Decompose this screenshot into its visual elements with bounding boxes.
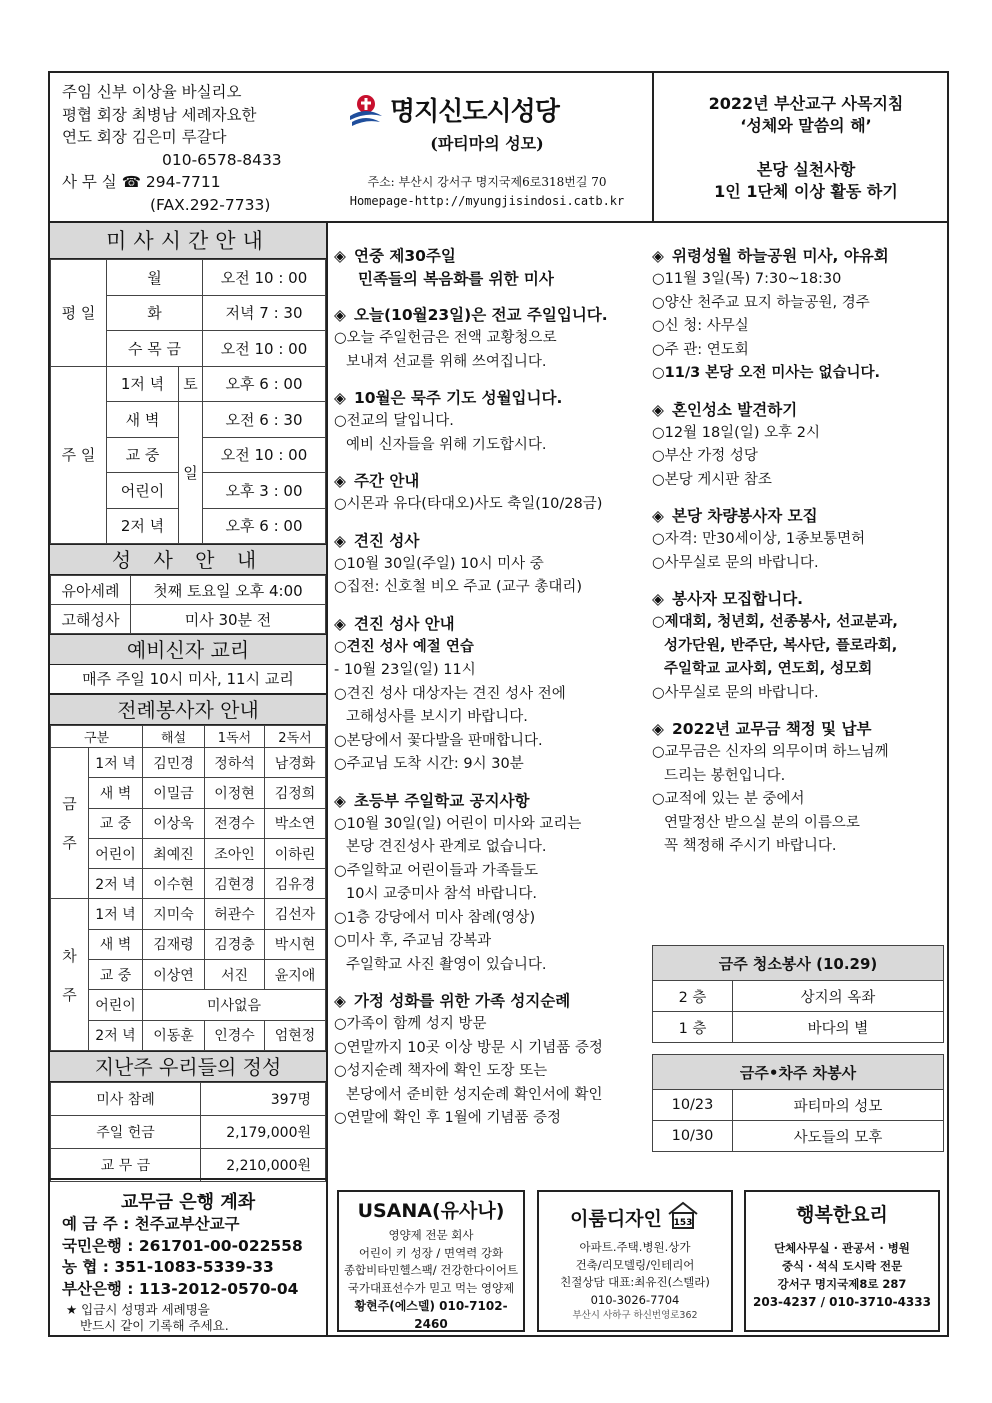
bank-account: 부산은행 : 113-2012-0570-04 [62,1279,299,1298]
mass-time: 오후 3 : 00 [203,473,326,509]
offering-name: 교 무 금 [51,1148,201,1181]
service-person: 이동훈 [143,1020,205,1050]
service-mass: 교 중 [89,808,143,838]
service-header: 해설 [143,726,205,748]
service-person: 김재령 [143,929,205,959]
pastor-line: 주임 신부 이상율 바실리오 [62,83,242,101]
service-person: 남경화 [265,748,326,778]
liturgy-service-title: 전례봉사자 안내 [50,694,326,725]
next-week-label: 차 주 [51,899,89,1050]
notice-title-text: 가정 성화를 위한 가족 성지순례 [354,992,571,1010]
mass-schedule-table [50,259,326,544]
guideline-line-2: ‘성체와 말씀의 해’ [740,116,872,135]
service-person: 김유경 [265,869,326,899]
notice-article [334,613,644,777]
left-column [50,223,326,1173]
church-address: 주소: 부산시 강서구 명지국제6로318번길 70 [367,175,607,189]
notice-title-text: 봉사자 모집합니다. [672,590,804,608]
service-mass: 새 벽 [89,929,143,959]
catechumen-title: 예비신자 교리 [50,634,326,665]
notice-line: ○견진 성사 대상자는 견진 성사 전에 [334,685,566,702]
notice-article [652,588,948,705]
car-title: 금주•차주 차봉사 [653,1055,944,1090]
office-phone: 사 무 실 ☎ 294-7711 [62,173,221,191]
service-header: 2독서 [265,726,326,748]
mass-day: 월 [107,260,203,296]
mass-day: 1저 녁 [107,366,179,402]
notice-line: ○11월 3일(목) 7:30~18:30 [652,271,842,287]
notice-title [334,245,644,268]
mass-day-sub: 토 [179,366,203,402]
mass-day: 수 목 금 [107,331,203,367]
service-person: 김경충 [205,929,265,959]
ad-line: 010-3026-7704 [590,1292,680,1307]
notice-line: 10시 교중미사 참석 바랍니다. [346,886,537,902]
notice-title [334,268,644,291]
diamond-bullet-icon: ◈ [334,389,346,407]
service-person: 전경수 [205,808,265,838]
notice-line: ○10월 30일(주일) 10시 미사 중 [334,555,544,572]
notice-title-text: 견진 성사 안내 [354,614,455,633]
diamond-bullet-icon: ◈ [334,472,346,490]
notice-line: ○12월 18일(일) 오후 2시 [652,424,820,441]
notice-line: ○1층 강당에서 미사 참례(영상) [334,909,536,926]
bank-note: 반드시 같이 기록해 주세요. [80,1318,229,1333]
notice-line: ○본당 게시판 참조 [652,471,772,488]
sacrament-name: 고해성사 [51,605,131,634]
ad-line: 건축/리모델링/인테리어 [575,1257,695,1272]
notice-article [334,470,644,517]
notice-title-text: 초등부 주일학교 공지사항 [354,791,530,810]
ad-line: 어린이 키 성장 / 면역력 강화 [358,1245,504,1260]
service-person: 서진 [205,960,265,990]
yd-president-line: 연도 회장 김은미 루갈다 [62,128,227,146]
ad-food [744,1190,940,1332]
notice-title [652,245,948,268]
service-mass: 새 벽 [89,778,143,808]
notice-title-text: 위령성월 하늘공원 미사, 야유회 [672,247,889,265]
notice-line: ○연말까지 10곳 이상 방문 시 기념품 증정 [334,1039,603,1056]
notice-article [334,790,644,978]
ad-address: 부산시 사하구 하신번영로362 [572,1310,698,1321]
notice-line: ○10월 30일(일) 어린이 미사와 교리는 [334,815,582,832]
notice-line: ○집전: 신호철 비오 주교 (교구 총대리) [334,579,582,595]
notice-line: 본당 견진성사 관계로 없습니다. [346,839,547,855]
mass-day-sub: 일 [179,402,203,544]
this-week-label: 금 주 [51,748,89,899]
service-person: 조아인 [205,838,265,868]
notice-line: ○가족이 함께 성지 방문 [334,1016,487,1032]
notice-line: 꼭 책정해 주시기 바랍니다. [664,838,837,854]
service-mass: 1저 녁 [89,748,143,778]
service-person: 김선자 [265,899,326,929]
service-person: 허관수 [205,899,265,929]
notice-title-text: 견진 성사 [354,531,420,550]
notice-line: 고해성사를 보시기 바랍니다. [346,709,528,725]
ad-line: 단체사무실 · 관공서 · 병원 [774,1241,910,1255]
guideline-line-1: 2022년 부산교구 사목지침 [708,94,904,113]
ad-design [537,1190,733,1332]
notice-article [652,245,948,386]
notice-title [334,470,644,493]
ad-usana-title: USANA(유사나) [357,1200,505,1222]
notice-line: ○부산 가정 성당 [652,448,758,464]
ad-line: 강서구 명지국제8로 287 [777,1277,907,1291]
service-person: 이상연 [143,960,205,990]
cleaning-table [652,945,944,1043]
mass-day: 교 중 [107,437,179,473]
notice-title [334,613,644,636]
notice-line: ○신 청: 사무실 [652,318,749,334]
notice-line: ○자격: 만30세이상, 1종보통면허 [652,531,866,547]
right-column [652,245,948,872]
mass-day: 화 [107,295,203,331]
notice-line: 연말정산 받으실 분의 이름으로 [664,814,860,831]
offering-value: 2,179,000원 [201,1115,326,1148]
bank-account: 농 협 : 351-1083-5339-33 [62,1258,274,1276]
car-date: 10/30 [653,1121,733,1152]
notice-line: ○주일학교 어린이들과 가족들도 [334,862,538,879]
mass-schedule-title: 미사시간안내 [50,223,326,259]
diamond-bullet-icon: ◈ [652,720,664,738]
notice-line: ○시몬과 유다(타대오)사도 축일(10/28금) [334,496,603,512]
notice-line: 드리는 봉헌입니다. [664,767,786,784]
notice-line: 예비 신자들을 위해 기도합시다. [346,436,547,453]
service-mass: 2저 녁 [89,869,143,899]
car-group: 파티마의 성모 [733,1090,944,1121]
cleaning-group: 상지의 옥좌 [733,981,944,1012]
house-icon [666,1200,700,1235]
service-person: 이상욱 [143,808,205,838]
notice-article [334,245,644,291]
service-mass: 1저 녁 [89,899,143,929]
weekday-label: 평 일 [51,260,107,367]
notice-title-text: 본당 차량봉사자 모집 [672,507,818,525]
diamond-bullet-icon: ◈ [652,400,664,419]
ad-line: 친절상담 대표:최유진(스텔라) [560,1275,710,1289]
notice-article [652,505,948,575]
ad-line: 국가대표선수가 믿고 먹는 영양제 [347,1280,515,1295]
service-person: 이수현 [143,869,205,899]
ad-line: 종합비타민헬스팩/ 건강한다이어트 [343,1263,519,1277]
notice-line: ○양산 천주교 묘지 하늘공원, 경주 [652,294,870,311]
bulletin-header [50,73,947,223]
diamond-bullet-icon: ◈ [334,992,346,1010]
mass-day: 새 벽 [107,402,179,438]
service-person: 엄현정 [265,1020,326,1050]
service-mass: 어린이 [89,990,143,1020]
notice-title [334,304,644,327]
notice-article [334,530,644,600]
service-person: 김현경 [205,869,265,899]
notice-line: ○11/3 본당 오전 미사는 없습니다. [652,365,880,381]
bulletin-page [48,71,949,1337]
mass-time: 오전 6 : 30 [203,402,326,438]
bank-account-box [50,1178,326,1339]
notice-title [652,399,948,422]
offering-value: 397명 [201,1082,326,1115]
service-person: 이밀금 [143,778,205,808]
notice-title-text: 오늘(10월23일)은 전교 주일입니다. [354,306,608,324]
notice-line: ○교적에 있는 분 중에서 [652,791,805,807]
bank-note: ★ 입금시 성명과 세례명을 [66,1302,210,1317]
service-person: 박소연 [265,808,326,838]
service-person: 이하린 [265,838,326,868]
car-service-table [652,1054,944,1152]
service-person: 김민경 [143,748,205,778]
notice-title-text: 연중 제30주일 [354,247,456,265]
diamond-bullet-icon: ◈ [334,614,346,633]
mass-time: 오전 10 : 00 [203,331,326,367]
diamond-bullet-icon: ◈ [334,531,346,550]
cleaning-floor: 1 층 [653,1012,733,1043]
diamond-bullet-icon: ◈ [334,247,346,265]
house-badge: 153 [673,1218,693,1228]
mass-time: 오전 10 : 00 [203,260,326,296]
car-group: 사도들의 모후 [733,1121,944,1152]
notice-line: ○제대회, 청년회, 선종봉사, 선교분과, [652,614,898,630]
offering-table [50,1082,326,1182]
notice-line: - 10월 23일(일) 11시 [334,662,476,678]
bank-holder: 예 금 주 : 천주교부산교구 [62,1215,240,1233]
notice-line: ○연말에 확인 후 1월에 기념품 증정 [334,1110,562,1126]
diamond-bullet-icon: ◈ [334,306,346,324]
ad-food-title: 행복한요리 [796,1204,888,1226]
guideline-line-4: 1인 1단체 이상 활동 하기 [714,182,898,201]
diamond-bullet-icon: ◈ [652,590,664,608]
car-date: 10/23 [653,1090,733,1121]
service-person: 인경수 [205,1020,265,1050]
notice-title [334,790,644,813]
notice-article [652,399,948,493]
ad-line: 영양제 전문 회사 [388,1228,474,1242]
council-president-line: 평협 회장 최병남 세례자요한 [62,105,257,124]
notice-line: ○사무실로 문의 바랍니다. [652,554,819,571]
notice-line: ○오늘 주일헌금은 전액 교황청으로 [334,330,557,346]
church-logo-icon [348,92,384,128]
notice-article [334,304,644,374]
diamond-bullet-icon: ◈ [652,247,664,265]
ad-line: 아파트.주택.병원.상가 [579,1240,691,1254]
bank-title: 교무금 은행 계좌 [120,1192,256,1213]
service-mass: 교 중 [89,960,143,990]
sacrament-value: 미사 30분 전 [131,605,326,634]
notice-title [652,588,948,611]
notice-title [652,505,948,528]
offering-name: 주일 헌금 [51,1115,201,1148]
service-mass: 어린이 [89,838,143,868]
service-person: 박시현 [265,929,326,959]
sacrament-value: 첫째 토요일 오후 4:00 [131,576,326,605]
ad-line: 중식 · 석식 도시락 전문 [781,1259,903,1273]
service-person: 정하석 [205,748,265,778]
offering-title: 지난주 우리들의 정성 [50,1051,326,1082]
notice-line: 성가단원, 반주단, 복사단, 플로라회, [664,637,898,654]
middle-column [334,245,644,1144]
cleaning-title: 금주 청소봉사 (10.29) [653,946,944,981]
bank-account: 국민은행 : 261701-00-022558 [62,1236,303,1255]
notice-line: ○사무실로 문의 바랍니다. [652,684,819,701]
notice-title-text: 2022년 교무금 책정 및 납부 [672,720,872,738]
notice-title [334,990,644,1013]
diamond-bullet-icon: ◈ [652,507,664,525]
notice-line: 주일학교 교사회, 연도회, 성모회 [664,661,873,677]
notice-title [652,718,948,741]
notice-line: ○교무금은 신자의 의무이며 하느님께 [652,744,889,760]
service-header: 1독서 [205,726,265,748]
notice-line: ○견진 성사 예절 연습 [334,638,474,655]
service-person: 최예진 [143,838,205,868]
notice-line: 본당에서 준비한 성지순례 확인서에 확인 [346,1086,603,1103]
mass-time: 오후 6 : 00 [203,508,326,544]
notice-article [652,718,948,859]
sacrament-title: 성 사 안 내 [50,544,326,575]
staff-info [62,81,312,216]
church-homepage[interactable]: Homepage-http://myungjisindosi.catb.kr [349,194,625,208]
notice-title-text: 혼인성소 발견하기 [672,400,798,419]
cleaning-floor: 2 층 [653,981,733,1012]
ad-contact: 황현주(에스델) 010-7102-2460 [354,1299,508,1331]
mass-time: 저녁 7 : 30 [203,295,326,331]
header-divider [652,73,654,221]
notice-title [334,530,644,553]
pastoral-guideline [666,93,946,203]
mass-day: 2저 녁 [107,508,179,544]
mass-time: 오후 6 : 00 [203,366,326,402]
yd-phone: 010-6578-8433 [162,150,282,169]
service-header: 구분 [51,726,143,748]
offering-value: 2,210,000원 [201,1148,326,1181]
notice-title-text: 10월은 묵주 기도 성월입니다. [354,389,563,407]
service-no-mass: 미사없음 [143,990,326,1020]
ad-design-title: 이룸디자인 [570,1208,662,1230]
cleaning-group: 바다의 별 [733,1012,944,1043]
guideline-line-3: 본당 실천사항 [756,160,856,179]
service-person: 이정현 [205,778,265,808]
service-mass: 2저 녁 [89,1020,143,1050]
church-name: 명지신도시성당 [390,97,559,127]
diamond-bullet-icon: ◈ [334,791,346,810]
liturgy-service-table [50,725,326,1051]
mass-time: 오전 10 : 00 [203,437,326,473]
office-fax: (FAX.292-7733) [150,195,271,214]
notice-line: 보내져 선교를 위해 쓰여집니다. [346,353,547,370]
notice-title [334,387,644,410]
catechumen-text: 매주 주일 10시 미사, 11시 교리 [50,665,326,694]
notice-line: ○성지순례 책자에 확인 도장 또는 [334,1063,548,1079]
notice-article [334,387,644,457]
notice-line: ○주교님 도착 시간: 9시 30분 [334,756,524,772]
ad-contact: 203-4237 / 010-3710-4333 [753,1295,931,1309]
mass-day: 어린이 [107,473,179,509]
notice-line: ○본당에서 꽃다발을 판매합니다. [334,732,543,749]
notice-line: ○미사 후, 주교님 강복과 [334,933,492,949]
church-title-block [322,73,652,221]
notice-title-text: 주간 안내 [354,472,420,490]
ad-usana [337,1190,525,1332]
notice-line: ○주 관: 연도회 [652,341,749,358]
service-person: 지미숙 [143,899,205,929]
notice-line: ○전교의 달입니다. [334,413,454,429]
notice-line: 주일학교 사진 촬영이 있습니다. [346,956,547,973]
service-person: 김정희 [265,778,326,808]
sacrament-name: 유아세례 [51,576,131,605]
offering-name: 미사 참례 [51,1082,201,1115]
column-divider [326,223,328,1337]
notice-title-text: 민족들의 복음화를 위한 미사 [358,270,554,288]
notice-article [334,990,644,1131]
sacrament-table [50,575,326,634]
service-person: 윤지애 [265,960,326,990]
sunday-label: 주 일 [51,366,107,544]
church-subtitle: (파티마의 성모) [430,134,544,153]
